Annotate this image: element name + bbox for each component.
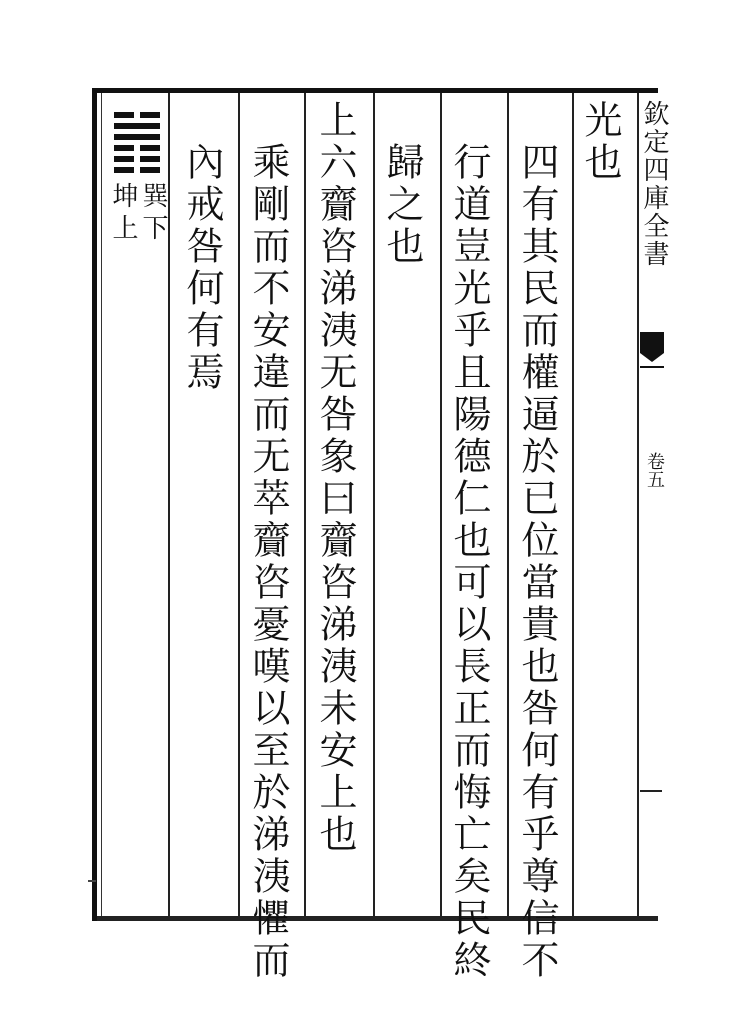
- margin-tick: [88, 880, 96, 882]
- banxin-volume: 卷五: [644, 452, 665, 488]
- column-rule: [168, 93, 170, 916]
- column-rule: [572, 93, 574, 916]
- text-column-4: 歸之也: [380, 142, 424, 268]
- column-rule: [507, 93, 509, 916]
- hexagram-line: [114, 112, 134, 118]
- text-column-3: 行道豈光乎且陽德仁也可以長正而悔亡矣民終: [447, 142, 491, 982]
- text-column-1: 光也: [578, 100, 622, 184]
- hexagram-line: [114, 123, 160, 129]
- hexagram-line: [140, 167, 160, 173]
- frame-left-inner-line: [101, 93, 102, 916]
- hexagram-line: [114, 134, 160, 140]
- banxin-mark: [640, 790, 662, 792]
- hexagram-line: [140, 156, 160, 162]
- frame-left-border: [92, 88, 97, 921]
- text-column-5: 上六齎咨涕洟无咎象曰齎咨涕洟未安上也: [313, 100, 357, 856]
- hexagram-line: [114, 167, 134, 173]
- text-column-2: 四有其民而權逼於已位當貴也咎何有乎尊信不: [515, 142, 559, 982]
- column-rule: [238, 93, 240, 916]
- hexagram-line: [114, 156, 134, 162]
- text-column-7: 內戒咎何有焉: [180, 142, 224, 394]
- fishtail-line: [640, 366, 664, 368]
- text-column-6: 乘剛而不安違而无萃齎咨憂嘆以至於涕洟懼而: [246, 142, 290, 982]
- frame-bottom-border: [92, 916, 658, 921]
- column-rule: [440, 93, 442, 916]
- column-rule: [304, 93, 306, 916]
- banxin-title: 欽定四庫全書: [639, 100, 669, 268]
- upper-trigram-label: 坤上: [108, 182, 138, 246]
- hexagram-symbol: [114, 112, 160, 174]
- column-rule: [373, 93, 375, 916]
- hexagram-line: [140, 145, 160, 151]
- hexagram-line: [140, 112, 160, 118]
- lower-trigram-label: 巽下: [138, 182, 168, 246]
- fishtail-mark: [640, 332, 664, 362]
- hexagram-line: [114, 145, 134, 151]
